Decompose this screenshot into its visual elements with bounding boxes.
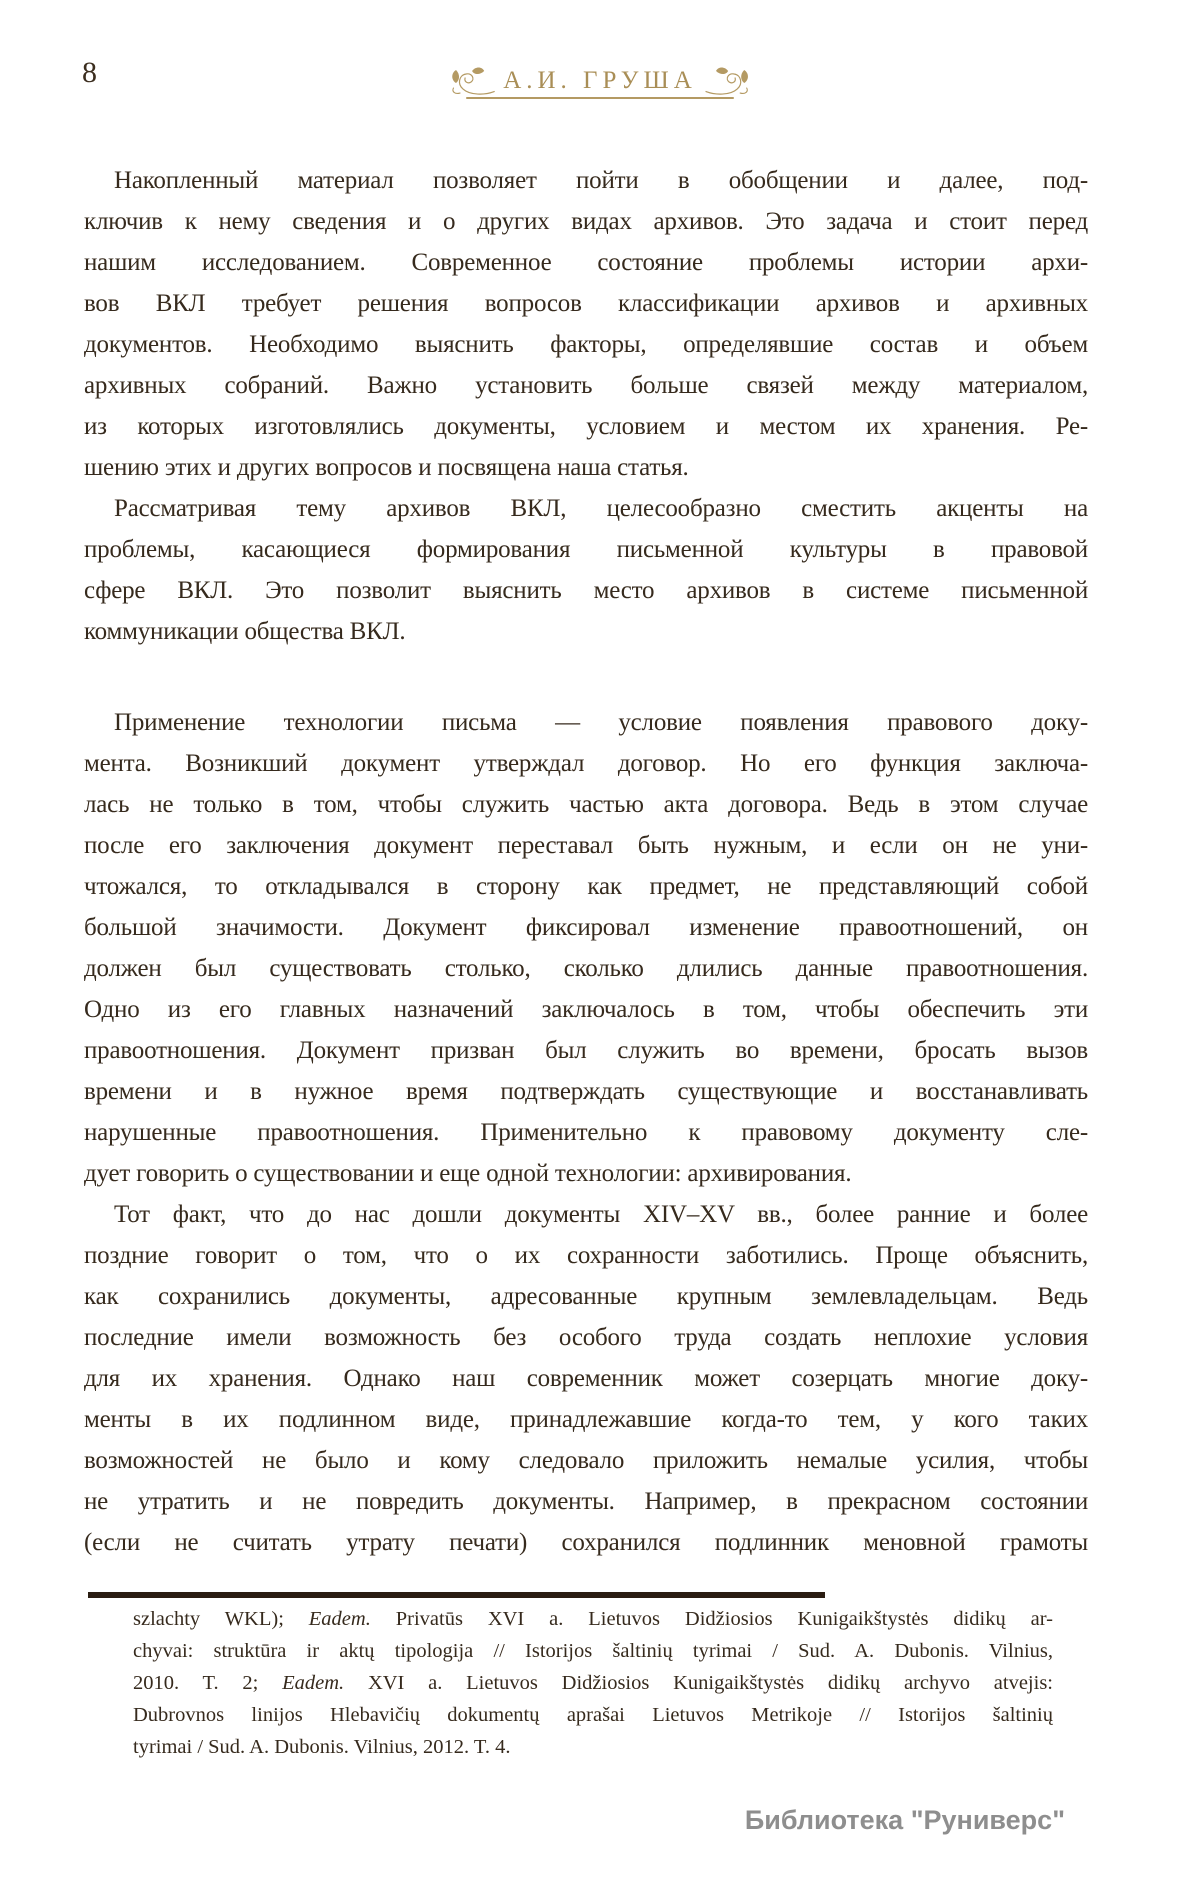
- text-line: сфере ВКЛ. Это позволит выяснить место архивов в системе письменной: [84, 577, 1088, 604]
- text-line: лась не только в том, чтобы служить частью акта договора. Ведь в этом случае: [84, 791, 1088, 818]
- text-line: как сохранились документы, адресованные крупным землевладельцам. Ведь: [84, 1283, 1088, 1310]
- text-line: менты в их подлинном виде, принадлежавшие когда-то тем, у кого таких: [84, 1406, 1088, 1433]
- text-line: последние имели возможность без особого труда создать неплохие условия: [84, 1324, 1088, 1351]
- running-title: А.И. ГРУША: [503, 67, 697, 94]
- text-line: дует говорить о существовании и еще одной технологии: архивирования.: [84, 1160, 852, 1187]
- left-flourish-icon: [450, 52, 495, 110]
- text-line: вов ВКЛ требует решения вопросов классификации архивов и архивных: [84, 290, 1088, 317]
- right-flourish-icon: [705, 52, 750, 110]
- page-number: 8: [82, 56, 97, 89]
- text-line: проблемы, касающиеся формирования письменной культуры в правовой: [84, 536, 1088, 563]
- text-line: коммуникации общества ВКЛ.: [84, 618, 406, 645]
- body-text: [84, 160, 1088, 1563]
- text-line: для их хранения. Однако наш современник может созерцать многие доку-: [84, 1365, 1088, 1392]
- footnote-line: szlachty WKL); Eadem. Privatūs XVI a. Lietuvos Didžiosios Kunigaikštystės didikų ar-: [133, 1608, 1053, 1630]
- text-line: после его заключения документ переставал быть нужным, и если он не уни-: [84, 832, 1088, 859]
- footnote-line: Dubrovnos linijos Hlebavičių dokumentų aprašai Lietuvos Metrikoje // Istorijos šaltinių: [133, 1704, 1053, 1726]
- library-watermark: Библиотека "Руниверс": [744, 1805, 1065, 1835]
- paragraph: [84, 160, 1088, 488]
- text-line: архивных собраний. Важно установить больше связей между материалом,: [84, 372, 1088, 399]
- footnote-line: 2010. T. 2; Eadem. XVI a. Lietuvos Didžiosios Kunigaikštystės didikų archyvo atvejis:: [133, 1672, 1053, 1694]
- footnote-line: chyvai: struktūra ir aktų tipologija // Istorijos šaltinių tyrimai / Sud. A. Dubonis. Vilnius,: [133, 1640, 1053, 1662]
- text-line: ключив к нему сведения и о других видах архивов. Это задача и стоит перед: [84, 208, 1088, 235]
- text-line: Одно из его главных назначений заключалось в том, чтобы обеспечить эти: [84, 996, 1088, 1023]
- text-line: Накопленный материал позволяет пойти в обобщении и далее, под-: [114, 167, 1088, 194]
- text-line: шению этих и других вопросов и посвящена наша статья.: [84, 454, 689, 481]
- text-line: из которых изготовлялись документы, условием и местом их хранения. Ре-: [84, 413, 1088, 440]
- header-ornament: [450, 44, 750, 110]
- paragraph: [84, 702, 1088, 1194]
- text-line: чтожался, то откладывался в сторону как предмет, не представляющий собой: [84, 873, 1088, 900]
- text-line: Применение технологии письма — условие появления правового доку-: [114, 709, 1088, 736]
- text-line: возможностей не было и кому следовало приложить немалые усилия, чтобы: [84, 1447, 1088, 1474]
- text-line: не утратить и не повредить документы. Например, в прекрасном состоянии: [84, 1488, 1088, 1515]
- paragraph: [84, 488, 1088, 652]
- text-line: документов. Необходимо выяснить факторы, определявшие состав и объем: [84, 331, 1088, 358]
- text-line: должен был существовать столько, сколько длились данные правоотношения.: [84, 955, 1088, 982]
- footnote-rule: [88, 1592, 825, 1598]
- text-line: нашим исследованием. Современное состояние проблемы истории архи-: [84, 249, 1088, 276]
- text-line: Рассматривая тему архивов ВКЛ, целесообразно сместить акценты на: [114, 495, 1088, 522]
- text-line: нарушенные правоотношения. Применительно к правовому документу сле-: [84, 1119, 1088, 1146]
- footnote-line: tyrimai / Sud. A. Dubonis. Vilnius, 2012. T. 4.: [133, 1736, 511, 1758]
- paragraph: [84, 1194, 1088, 1563]
- text-line: большой значимости. Документ фиксировал изменение правоотношений, он: [84, 914, 1088, 941]
- text-line: времени и в нужное время подтверждать существующие и восстанавливать: [84, 1078, 1088, 1105]
- text-line: поздние говорит о том, что о их сохранности заботились. Проще объяснить,: [84, 1242, 1088, 1269]
- text-line: Тот факт, что до нас дошли документы XIV–XV вв., более ранние и более: [114, 1201, 1088, 1228]
- text-line: мента. Возникший документ утверждал договор. Но его функция заключа-: [84, 750, 1088, 777]
- text-line: (если не считать утрату печати) сохранился подлинник меновной грамоты: [84, 1529, 1088, 1556]
- footnote-text: [133, 1603, 1053, 1763]
- text-line: правоотношения. Документ призван был служить во времени, бросать вызов: [84, 1037, 1088, 1064]
